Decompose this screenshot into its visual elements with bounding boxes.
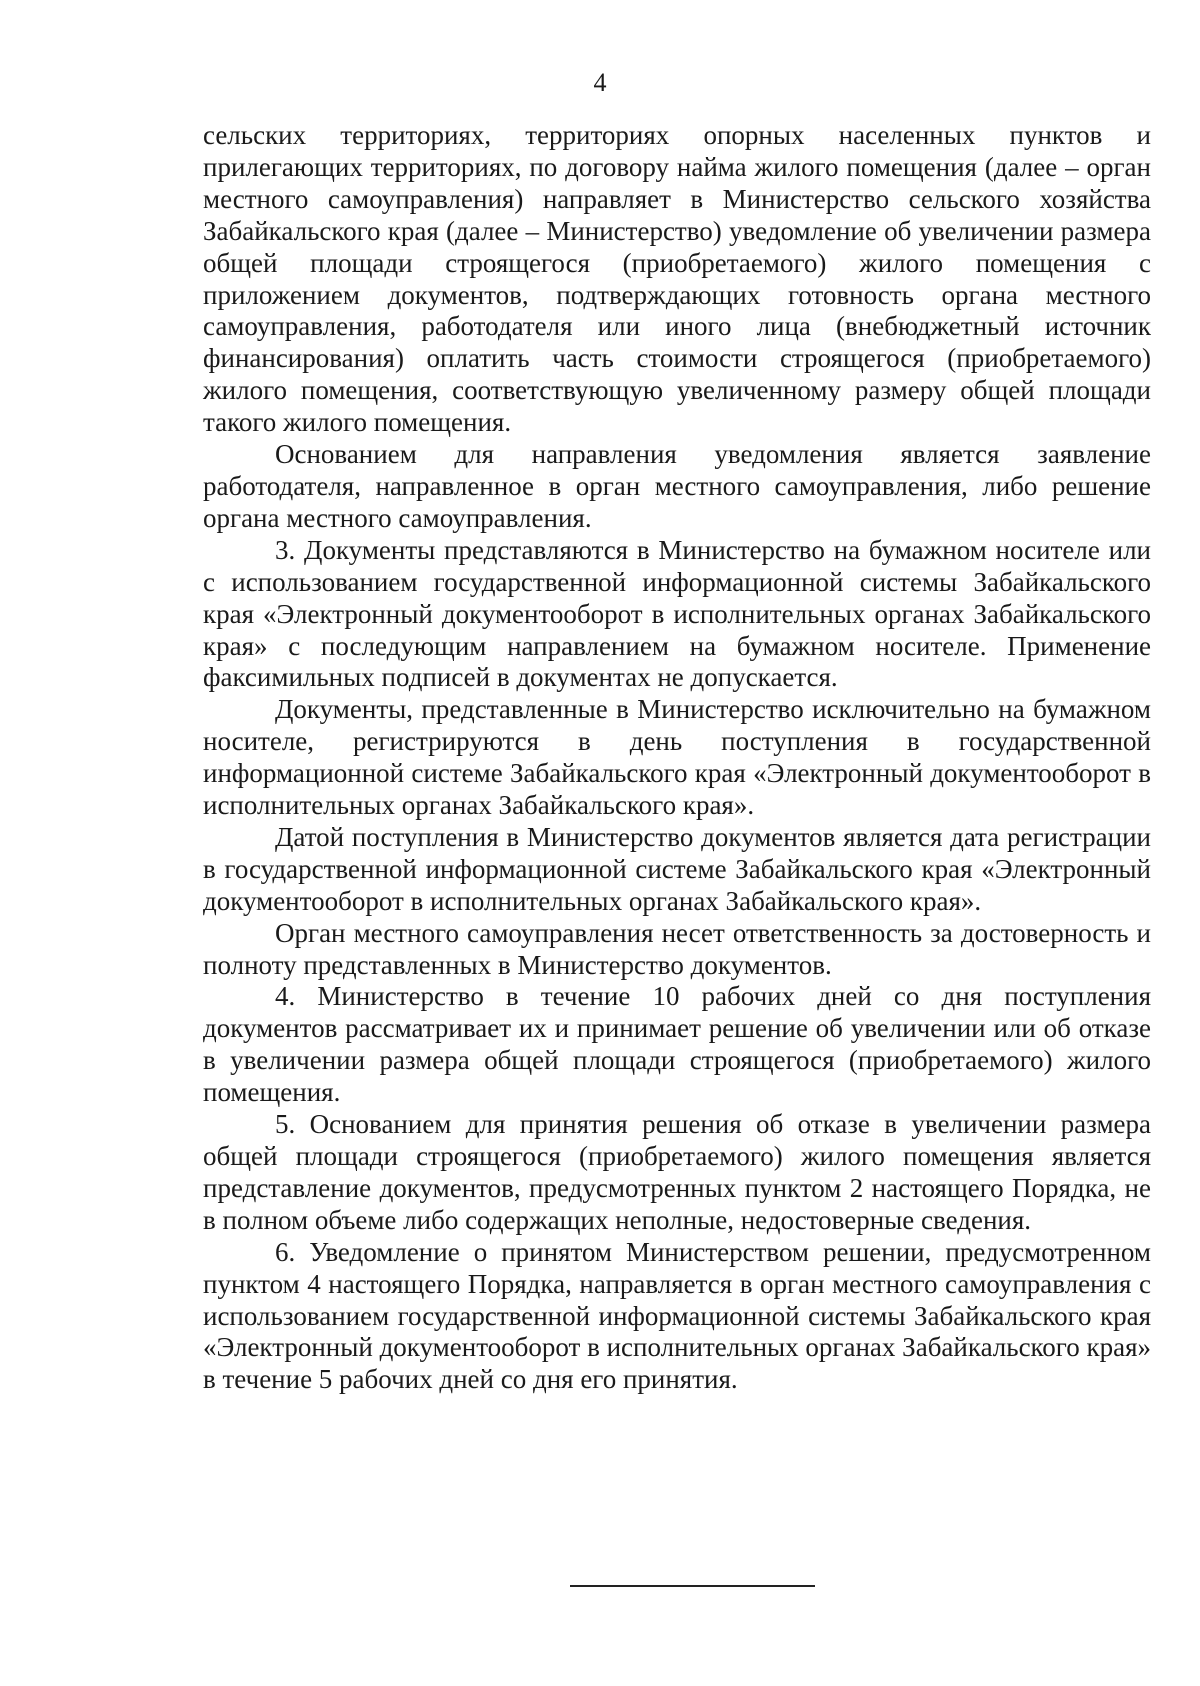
page-number: 4 bbox=[593, 68, 607, 97]
paragraph-item-4: 4. Министерство в течение 10 рабочих дней со дня поступления документов рассматривает их и принимает решение об увеличении или об отказе в увеличении размера общей площади строящегося (приобретаемого) жилого помещения. bbox=[203, 981, 1151, 1108]
paragraph-continuation: сельских территориях, территориях опорных населенных пунктов и прилегающих территориях, по договору найма жилого помещения (далее – орган местного самоуправления) направляет в Министерство сельского хозяйства Забайкальского края (далее – Министерство) уведомление об увеличении размера общей площади строящегося (приобретаемого) жилого помещения с приложением документов, подтверждающих готовность органа местного самоуправления, работодателя или иного лица (внебюджетный источник финансирования) оплатить часть стоимости строящегося (приобретаемого) жилого помещения, соответствующую увеличенному размеру общей площади такого жилого помещения. bbox=[203, 120, 1151, 438]
paragraph-receipt-date: Датой поступления в Министерство документов является дата регистрации в государственной информационной системе Забайкальского края «Электронный документооборот в исполнительных органах Забайкальского края». bbox=[203, 821, 1151, 916]
paragraph-paper-documents: Документы, представленные в Министерство исключительно на бумажном носителе, регистрируются в день поступления в государственной информационной системе Забайкальского края «Электронный документооборот в исполнительных органах Забайкальского края». bbox=[203, 694, 1151, 821]
paragraph-item-3: 3. Документы представляются в Министерство на бумажном носителе или с использованием государственной информационной системы Забайкальского края «Электронный документооборот в исполнительных органах Забайкальского края» с последующим направлением на бумажном носителе. Применение факсимильных подписей в документах не допускается. bbox=[203, 534, 1151, 693]
paragraph-responsibility: Орган местного самоуправления несет ответственность за достоверность и полноту представленных в Министерство документов. bbox=[203, 917, 1151, 980]
paragraph-notification-basis: Основанием для направления уведомления является заявление работодателя, направленное в орган местного самоуправления, либо решение органа местного самоуправления. bbox=[203, 439, 1151, 533]
paragraph-item-5: 5. Основанием для принятия решения об отказе в увеличении размера общей площади строящегося (приобретаемого) жилого помещения является представление документов, предусмотренных пунктом 2 настоящего Порядка, не в полном объеме либо содержащих неполные, недостоверные сведения. bbox=[203, 1109, 1151, 1235]
end-of-document-line bbox=[570, 1585, 815, 1587]
paragraph-item-6: 6. Уведомление о принятом Министерством решении, предусмотренном пунктом 4 настоящего Порядка, направляется в орган местного самоуправления с использованием государственной информационной системы Забайкальского края «Электронный документооборот в исполнительных органах Забайкальского края» в течение 5 рабочих дней со дня его принятия. bbox=[203, 1236, 1151, 1395]
document-body bbox=[203, 120, 1151, 1396]
